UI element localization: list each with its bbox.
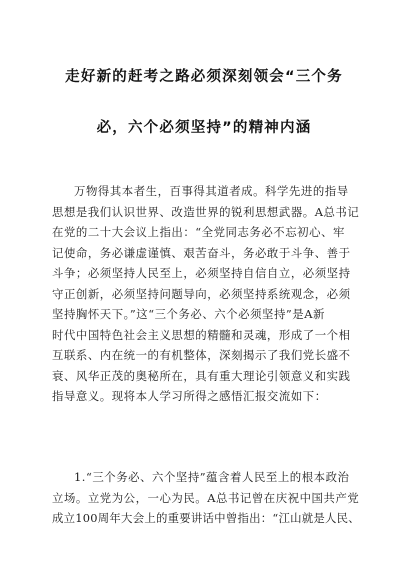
paragraph-line: 成立100周年大会上的重要讲话中曾指出：“江山就是人民、 bbox=[52, 511, 360, 525]
document-title-line-2: 必，六个必须坚持”的精神内涵 bbox=[96, 120, 312, 136]
paragraph-line: 衰、风华正茂的奥秘所在，具有重大理论引领意义和实践 bbox=[52, 368, 351, 383]
paragraph-line: 时代中国特色社会主义思想的精髓和灵魂，形成了一个相 bbox=[52, 327, 351, 342]
paragraph-line: 坚持胸怀天下。”这“三个务必、六个必须坚持”是A新 bbox=[52, 307, 325, 321]
paragraph-line: 斗争；必须坚持人民至上，必须坚持自信自立，必须坚持 bbox=[52, 266, 351, 280]
paragraph-line: 1.“三个务必、六个坚持”蕴含着人民至上的根本政治 bbox=[74, 470, 350, 484]
point-1-paragraph bbox=[52, 467, 360, 529]
paragraph-line: 在党的二十大会议上指出：“全党同志务必不忘初心、牢 bbox=[52, 225, 345, 239]
paragraph-line: 思想是我们认识世界、改造世界的锐利思想武器。A总书记 bbox=[52, 204, 360, 219]
paragraph-line: 立场。立党为公，一心为民。A总书记曾在庆祝中国共产党 bbox=[52, 490, 360, 505]
paragraph-line: 指导意义。现将本人学习所得之感悟汇报交流如下： bbox=[52, 389, 327, 403]
document-title-line-1: 走好新的赶考之路必须深刻领会“三个务 bbox=[65, 69, 343, 85]
paragraph-line: 记使命，务必谦虚谨慎、艰苦奋斗，务必敢于斗争、善于 bbox=[52, 245, 351, 260]
paragraph-line: 互联系、内在统一的有机整体，深刻揭示了我们党长盛不 bbox=[52, 348, 351, 362]
paragraph-line: 万物得其本者生，百事得其道者成。科学先进的指导 bbox=[74, 184, 349, 198]
paragraph-line: 守正创新，必须坚持问题导向，必须坚持系统观念，必须 bbox=[52, 286, 351, 301]
intro-paragraph bbox=[52, 181, 360, 407]
